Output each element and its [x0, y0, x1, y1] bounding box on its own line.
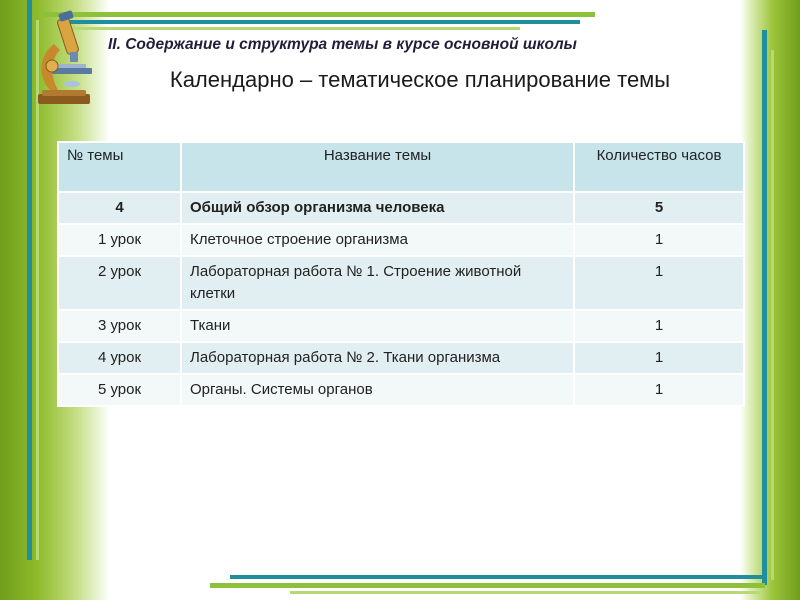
- cell-number: 3 урок: [58, 310, 181, 342]
- microscope-base-top: [42, 90, 86, 96]
- header-topic-number: № темы: [58, 142, 181, 192]
- microscope-eyepiece: [58, 10, 74, 22]
- table-row: [58, 310, 744, 342]
- microscope-icon: [28, 8, 106, 108]
- table-header-row: [58, 142, 744, 192]
- microscope-tube: [57, 17, 80, 55]
- right-green-gradient: [740, 0, 800, 600]
- decor-stripe: [60, 20, 580, 24]
- cell-number: 5 урок: [58, 374, 181, 406]
- cell-hours: 1: [574, 310, 744, 342]
- microscope-slide: [58, 64, 86, 68]
- table-row: [58, 224, 744, 256]
- cell-hours: 1: [574, 224, 744, 256]
- decor-stripe: [762, 30, 767, 585]
- table-row: [58, 342, 744, 374]
- cell-name: Клеточное строение организма: [181, 224, 574, 256]
- cell-number: 4: [58, 192, 181, 224]
- cell-hours: 5: [574, 192, 744, 224]
- header-hours: Количество часов: [574, 142, 744, 192]
- cell-hours: 1: [574, 342, 744, 374]
- cell-hours: 1: [574, 256, 744, 310]
- slide-title: Календарно – тематическое планирование темы: [169, 67, 671, 92]
- microscope-objective: [70, 52, 78, 62]
- decor-stripe: [230, 575, 765, 579]
- microscope-stage: [52, 68, 92, 74]
- table-row: [58, 374, 744, 406]
- cell-name: Лабораторная работа № 1. Строение животной клетки: [181, 256, 574, 310]
- cell-number: 4 урок: [58, 342, 181, 374]
- cell-name: Общий обзор организма человека: [181, 192, 574, 224]
- cell-name: Ткани: [181, 310, 574, 342]
- decor-stripe: [40, 12, 595, 17]
- decor-stripe: [771, 50, 774, 580]
- cell-hours: 1: [574, 374, 744, 406]
- decor-stripe: [290, 591, 760, 594]
- microscope-mirror: [64, 81, 80, 87]
- decor-stripe: [210, 583, 765, 588]
- table-row: [58, 192, 744, 224]
- table-row: [58, 256, 744, 310]
- cell-number: 2 урок: [58, 256, 181, 310]
- cell-name: Органы. Системы органов: [181, 374, 574, 406]
- slide-subtitle: II. Содержание и структура темы в курсе основной школы: [108, 36, 577, 53]
- header-topic-name: Название темы: [181, 142, 574, 192]
- cell-number: 1 урок: [58, 224, 181, 256]
- cell-name: Лабораторная работа № 2. Ткани организма: [181, 342, 574, 374]
- decor-stripe: [60, 27, 520, 30]
- microscope-knob: [46, 60, 58, 72]
- planning-table: [57, 141, 745, 407]
